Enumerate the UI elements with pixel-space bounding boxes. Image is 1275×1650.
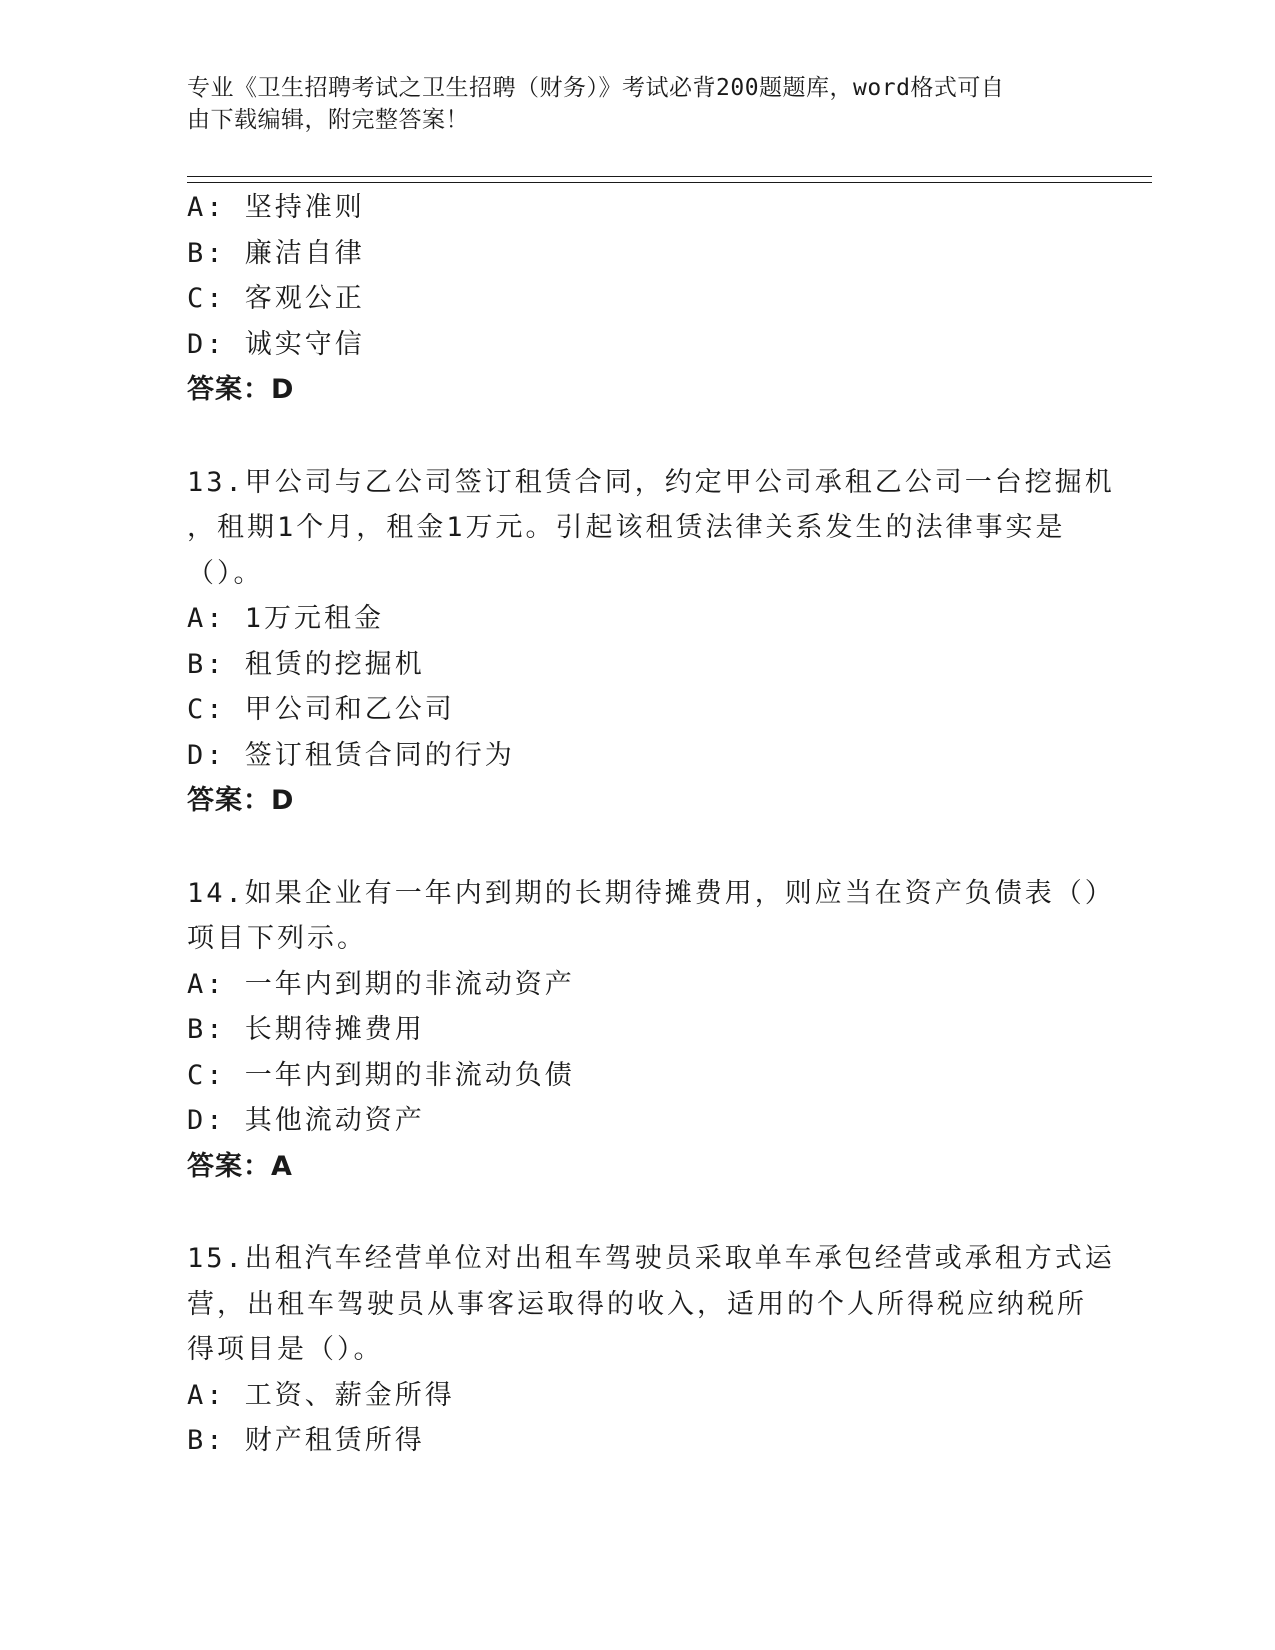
option-a: A: 一年内到期的非流动资产 [187,968,575,1000]
option-b: B: 廉洁自律 [187,237,365,269]
question-12-continued [187,185,1087,413]
option-d: D: 签订租赁合同的行为 [187,739,515,771]
header-line-2: 由下载编辑，附完整答案！ [187,107,469,133]
question-14 [187,871,1115,1190]
answer: 答案：D [187,374,295,405]
question-stem: 营，出租车驾驶员从事客运取得的收入，适用的个人所得税应纳税所 [187,1288,1087,1320]
option-a: A: 工资、薪金所得 [187,1379,455,1411]
question-stem: ，租期1个月，租金1万元。引起该租赁法律关系发生的法律事实是 [187,512,1066,543]
option-a: A: 1万元租金 [187,603,385,634]
option-d: D: 诚实守信 [187,328,365,360]
question-list [187,185,1115,1464]
option-b: B: 财产租赁所得 [187,1425,425,1456]
question-13 [187,460,1115,824]
question-15 [187,1236,1115,1464]
option-b: B: 长期待摊费用 [187,1014,425,1045]
question-stem: 项目下列示。 [187,923,367,954]
document-header [187,72,1067,136]
option-d: D: 其他流动资产 [187,1105,425,1136]
question-stem: 13.甲公司与乙公司签订租赁合同，约定甲公司承租乙公司一台挖掘机 [187,466,1115,498]
question-stem: 15.出租汽车经营单位对出租车驾驶员采取单车承包经营或承租方式运 [187,1243,1115,1274]
answer: 答案：A [187,1150,293,1182]
header-divider-bottom [187,182,1152,183]
question-stem: 14.如果企业有一年内到期的长期待摊费用，则应当在资产负债表（） [187,877,1115,909]
header-divider-top [187,176,1152,177]
option-c: C: 甲公司和乙公司 [187,694,455,725]
option-c: C: 客观公正 [187,283,365,314]
option-c: C: 一年内到期的非流动负债 [187,1059,575,1091]
question-stem: （）。 [187,557,264,589]
answer: 答案：D [187,785,295,816]
option-b: B: 租赁的挖掘机 [187,648,425,680]
header-line-1: 专业《卫生招聘考试之卫生招聘（财务）》考试必背200题题库，word格式可自 [187,75,1005,101]
question-stem: 得项目是（）。 [187,1334,384,1365]
option-a: A: 坚持准则 [187,192,365,223]
